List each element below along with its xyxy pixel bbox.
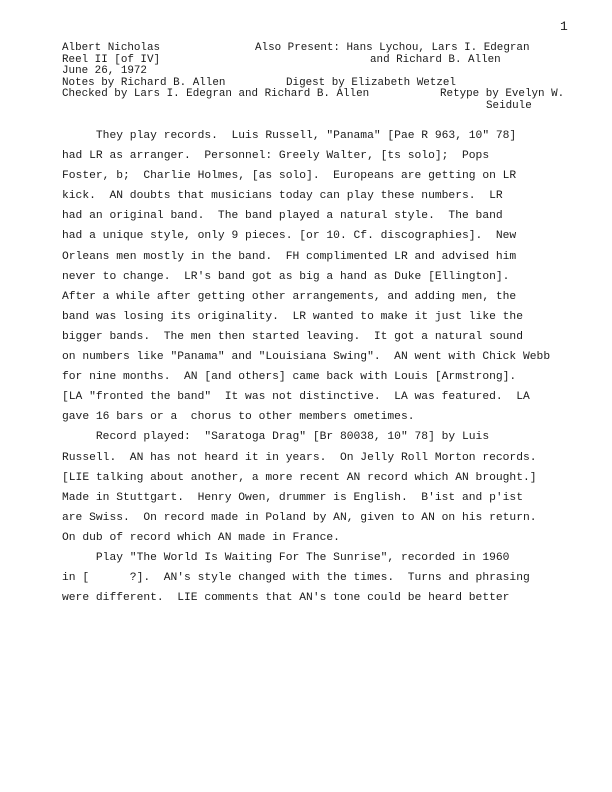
text-line: Foster, b; Charlie Holmes, [as solo]. Europeans are getting on LR [62, 170, 517, 183]
header-row [62, 66, 592, 78]
text-line: for nine months. AN [and others] came back with Louis [Armstrong]. [62, 371, 517, 384]
text-line: [LIE talking about another, a more recent AN record which AN brought.] [62, 471, 537, 484]
notes-by: Notes by Richard B. Allen [62, 76, 226, 89]
header-row [62, 43, 592, 55]
checked-by: Checked by Lars I. Edegran and Richard B. Allen [62, 88, 370, 100]
interviewee-name: Albert Nicholas [62, 42, 161, 54]
text-line: After a while after getting other arrangements, and adding men, the [62, 290, 517, 303]
text-line: never to change. LR's band got as big a hand as Duke [Ellington]. [62, 270, 510, 283]
retype-by: Retype by Evelyn W. [440, 88, 565, 100]
text-line: Orleans men mostly in the band. FH complimented LR and advised him [62, 250, 517, 263]
page-number: 1 [560, 19, 568, 34]
also-present-continued: and Richard B. Allen [370, 53, 501, 66]
reel-number: Reel II [of IV] [62, 53, 161, 66]
text-line: Record played: "Saratoga Drag" [Br 80038, 10" 78] by Luis [62, 431, 490, 444]
text-line: bigger bands. The men then started leaving. It got a natural sound [62, 330, 523, 343]
text-line: are Swiss. On record made in Poland by AN, given to AN on his return. [62, 511, 537, 524]
interview-date: June 26, 1972 [62, 65, 147, 77]
text-line: band was losing its originality. LR wanted to make it just like the [62, 310, 523, 323]
text-line: had a unique style, only 9 pieces. [or 10. Cf. discographies]. New [62, 230, 517, 243]
text-line: Play "The World Is Waiting For The Sunrise", recorded in 1960 [62, 551, 510, 564]
digest-by: Digest by Elizabeth Wetzel [286, 76, 456, 89]
also-present: Also Present: Hans Lychou, Lars I. Edegran [255, 42, 530, 54]
text-line: Russell. AN has not heard it in years. On Jelly Roll Morton records. [62, 451, 537, 464]
digest-body [62, 126, 598, 608]
text-line: They play records. Luis Russell, "Panama" [Pae R 963, 10" 78] [62, 130, 517, 142]
header-row [62, 89, 592, 101]
text-line: in [ ?]. AN's style changed with the times. Turns and phrasing [62, 572, 530, 585]
text-line: had LR as arranger. Personnel: Greely Walter, [ts solo]; Pops [62, 150, 490, 163]
text-line: on numbers like "Panama" and "Louisiana Swing". AN went with Chick Webb [62, 351, 551, 364]
text-line: [LA "fronted the band" It was not distinctive. LA was featured. LA [62, 391, 530, 404]
retype-by-continued: Seidule [486, 99, 532, 112]
document-header [62, 43, 592, 112]
text-line: had an original band. The band played a natural style. The band [62, 210, 503, 223]
text-line: kick. AN doubts that musicians today can play these numbers. LR [62, 190, 503, 203]
text-line: On dub of record which AN made in France. [62, 531, 340, 544]
text-line: gave 16 bars or a chorus to other members ometimes. [62, 411, 415, 424]
text-line: were different. LIE comments that AN's tone could be heard better [62, 592, 510, 605]
header-row [62, 101, 592, 113]
text-line: Made in Stuttgart. Henry Owen, drummer is English. B'ist and p'ist [62, 491, 523, 504]
